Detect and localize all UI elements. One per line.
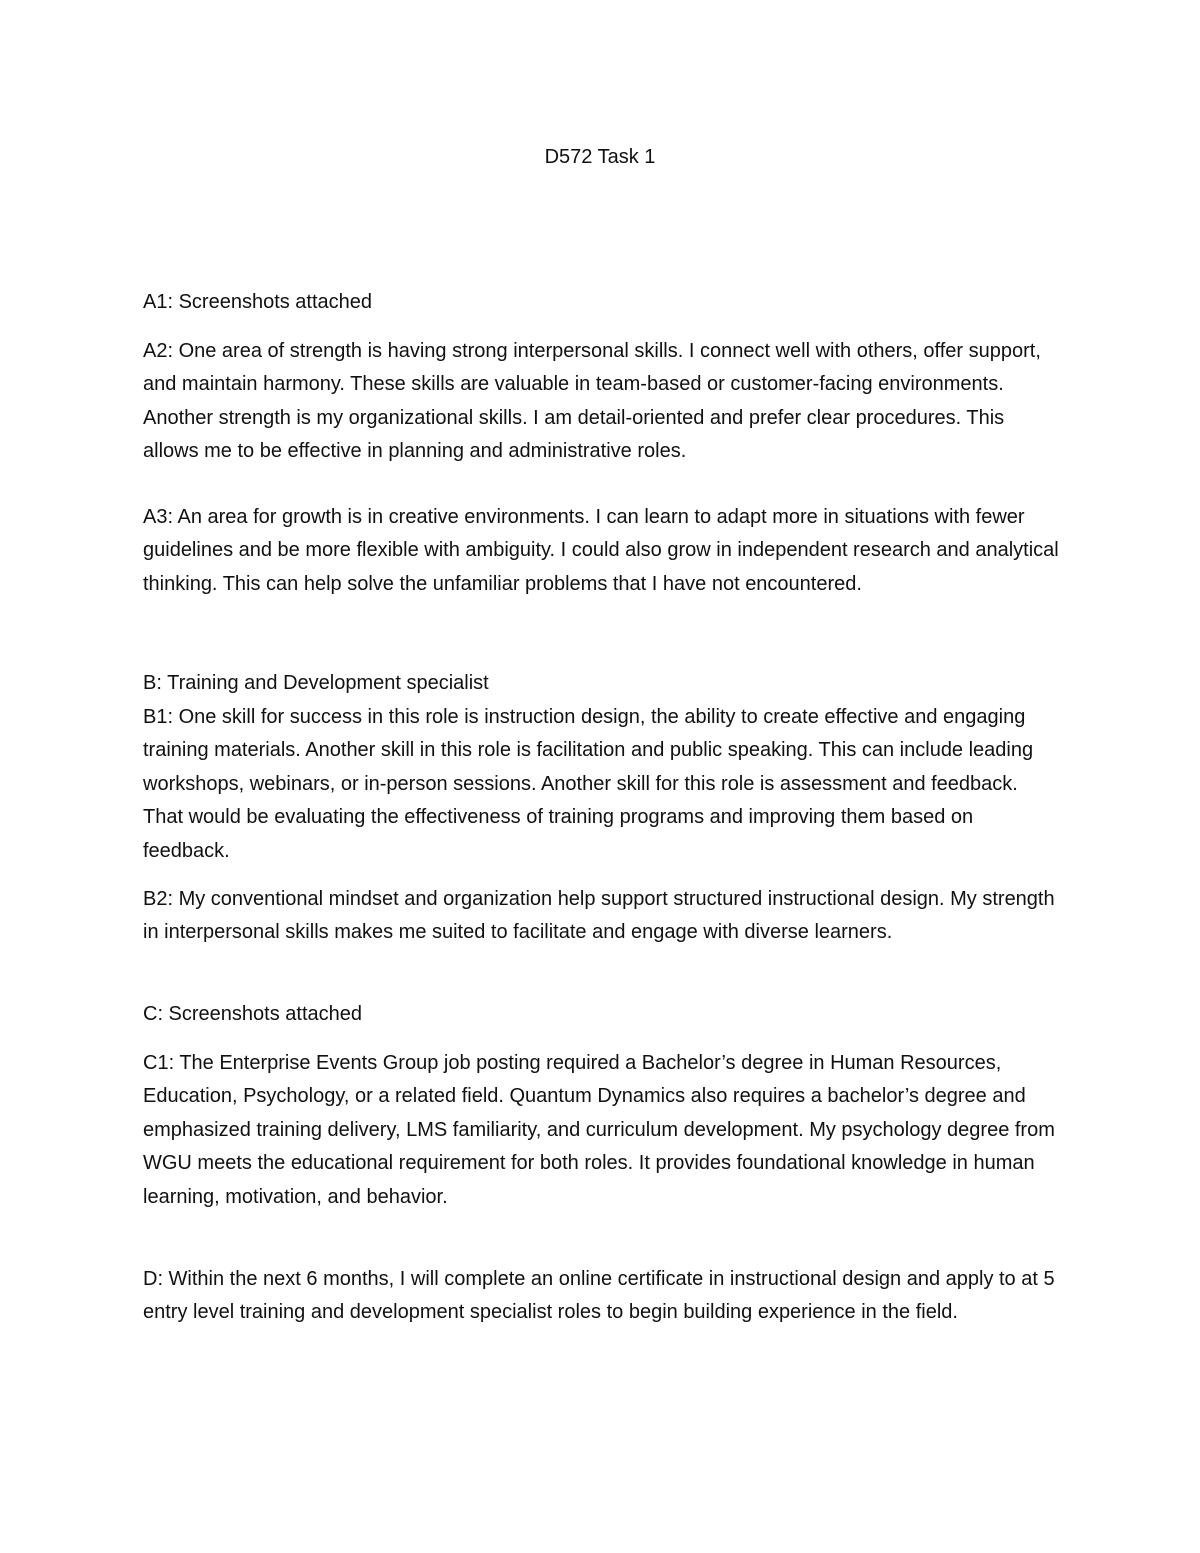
paragraph-d: D: Within the next 6 months, I will complete an online certificate in instructional design and apply to at 5 entry level training and development specialist roles to begin building experience in the field. (143, 1268, 1055, 1324)
paragraph-a2: A2: One area of strength is having strong interpersonal skills. I connect well with others, offer support, and maintain harmony. These skills are valuable in team-based or customer-facing environments. Another strength is my organizational skills. I am detail-oriented and prefer clear procedures. This allows me to be effective in planning and administrative roles. (143, 340, 1041, 463)
paragraph-c: C: Screenshots attached (143, 1003, 363, 1025)
paragraph-b: B: Training and Development specialist (143, 672, 489, 694)
paragraph-c1: C1: The Enterprise Events Group job posting required a Bachelor’s degree in Human Resources, Education, Psychology, or a related field. Quantum Dynamics also requires a bachelor’s degree and emphasized training delivery, LMS familiarity, and curriculum development. My psychology degree from WGU meets the educational requirement for both roles. It provides foundational knowledge in human learning, motivation, and behavior. (143, 1052, 1055, 1208)
paragraph-a1: A1: Screenshots attached (143, 291, 373, 313)
paragraph-a3: A3: An area for growth is in creative environments. I can learn to adapt more in situations with fewer guidelines and be more flexible with ambiguity. I could also grow in independent research and analytical thinking. This can help solve the unfamiliar problems that I have not encountered. (143, 506, 1059, 595)
document-title: D572 Task 1 (544, 146, 656, 168)
paragraph-b2: B2: My conventional mindset and organization help support structured instructional design. My strength in interpersonal skills makes me suited to facilitate and engage with diverse learners. (143, 888, 1055, 944)
paragraph-b1: B1: One skill for success in this role is instruction design, the ability to create effective and engaging training materials. Another skill in this role is facilitation and public speaking. This can include leading workshops, webinars, or in-person sessions. Another skill for this role is assessment and feedback. That would be evaluating the effectiveness of training programs and improving them based on feedback. (143, 706, 1034, 862)
